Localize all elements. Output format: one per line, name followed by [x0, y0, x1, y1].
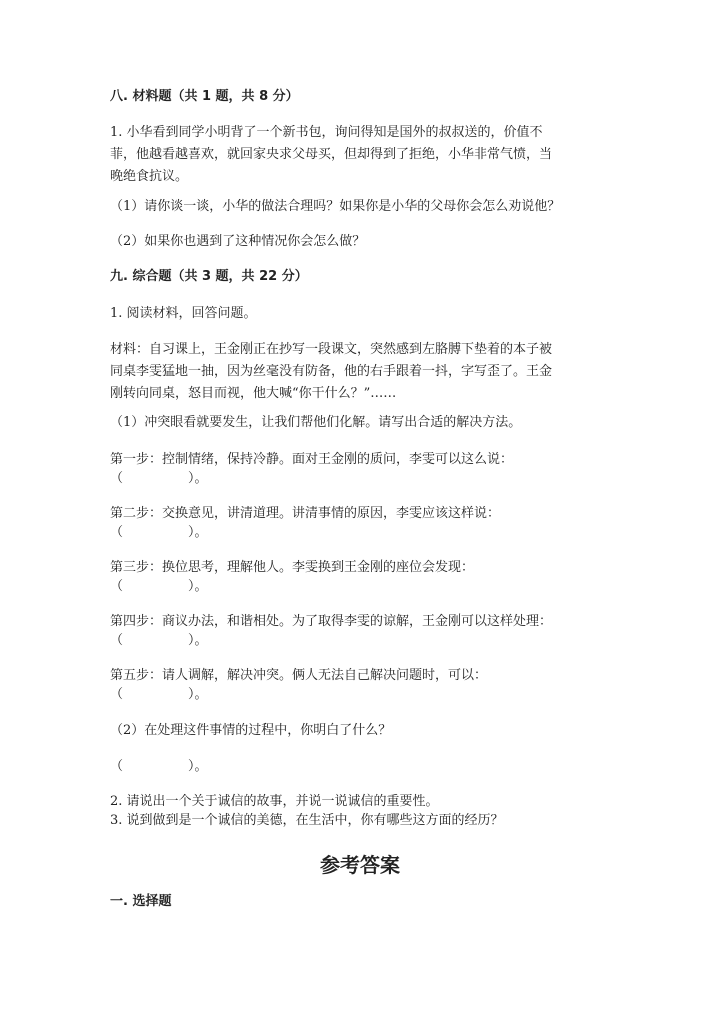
question-text: 2. 请说出一个关于诚信的故事，并说一说诚信的重要性。	[110, 794, 439, 809]
step-text: 第三步：换位思考，理解他人。李雯换到王金刚的座位会发现：	[110, 560, 475, 575]
sub-question: （2）在处理这件事情的过程中，你明白了什么？	[110, 723, 392, 738]
step-text: 第一步：控制情绪，保持冷静。面对王金刚的质问，李雯可以这么说：	[110, 452, 514, 467]
answer-blank: （ ）。	[110, 579, 208, 594]
question-text-line: 晚绝食抗议。	[110, 169, 189, 184]
material-line: 同桌李雯猛地一抽，因为丝毫没有防备，他的右手跟着一抖，字写歪了。王金	[110, 364, 553, 379]
answer-blank: （ ）。	[110, 759, 208, 774]
step-text: 第四步：商议办法，和谐相处。为了取得李雯的谅解，王金刚可以这样处理：	[110, 614, 553, 629]
section-9-heading: 九. 综合题（共 3 题，共 22 分）	[110, 269, 308, 284]
question-text: 3. 说到做到是一个诚信的美德，在生活中，你有哪些这方面的经历？	[110, 813, 504, 828]
answers-section-heading: 一. 选择题	[110, 894, 172, 909]
question-text-line: 1. 小华看到同学小明背了一个新书包，询问得知是国外的叔叔送的，价值不	[110, 125, 543, 140]
step-text: 第二步：交换意见，讲清道理。讲清事情的原因，李雯应该这样说：	[110, 506, 501, 521]
material-line: 刚转向同桌，怒目而视，他大喊“你干什么？”……	[110, 386, 397, 401]
section-8-heading: 八. 材料题（共 1 题，共 8 分）	[110, 89, 299, 104]
sub-question: （2）如果你也遇到了这种情况你会怎么做？	[110, 234, 366, 249]
sub-question: （1）冲突眼看就要发生，让我们帮他们化解。请写出合适的解决方法。	[110, 415, 522, 430]
answer-blank: （ ）。	[110, 471, 208, 486]
sub-question: （1）请你谈一谈，小华的做法合理吗？如果你是小华的父母你会怎么劝说他？	[110, 199, 561, 214]
question-text-line: 菲，他越看越喜欢，就回家央求父母买，但却得到了拒绝，小华非常气愤，当	[110, 147, 553, 162]
step-text: 第五步：请人调解，解决冲突。俩人无法自己解决问题时，可以：	[110, 668, 488, 683]
answer-blank: （ ）。	[110, 525, 208, 540]
answers-title: 参考答案	[320, 853, 400, 877]
answer-blank: （ ）。	[110, 687, 208, 702]
answer-blank: （ ）。	[110, 633, 208, 648]
material-line: 材料：自习课上，王金刚正在抄写一段课文，突然感到左胳膊下垫着的本子被	[110, 342, 553, 357]
question-text: 1. 阅读材料，回答问题。	[110, 306, 257, 321]
